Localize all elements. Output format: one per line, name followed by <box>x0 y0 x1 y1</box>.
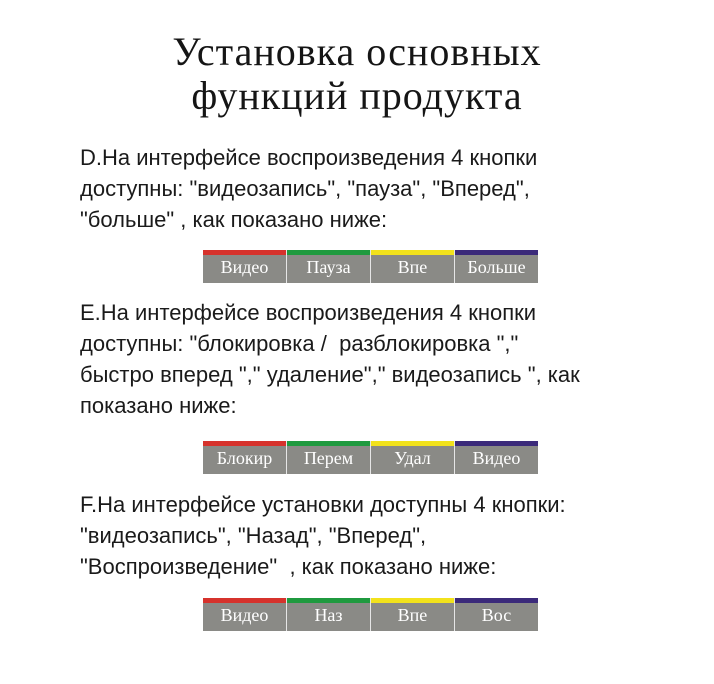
section-d-button-4[interactable] <box>455 250 538 283</box>
button-label: Удал <box>394 448 431 468</box>
section-d-line-3: "больше" , как показано ниже: <box>80 207 388 232</box>
section-f-button-bar <box>203 598 538 631</box>
button-label: Блокир <box>216 448 273 468</box>
red-strip <box>203 441 286 446</box>
section-e-line-2: доступны: "блокировка / разблокировка "," <box>80 331 519 356</box>
section-d-button-bar <box>203 250 538 283</box>
purple-strip <box>455 441 538 446</box>
yellow-strip <box>371 250 454 255</box>
section-e-button-3[interactable] <box>371 441 455 474</box>
green-strip <box>287 598 370 603</box>
section-d-line-1: D.На интерфейсе воспроизведения 4 кнопки <box>80 145 538 170</box>
button-label: Видео <box>220 257 269 277</box>
section-f-button-3[interactable] <box>371 598 455 631</box>
section-d-button-2[interactable] <box>287 250 371 283</box>
section-e <box>80 297 700 421</box>
yellow-strip <box>371 598 454 603</box>
section-e-button-1[interactable] <box>203 441 287 474</box>
button-label: Видео <box>220 605 269 625</box>
section-e-button-4[interactable] <box>455 441 538 474</box>
section-d-button-3[interactable] <box>371 250 455 283</box>
section-f-line-2: "видеозапись", "Назад", "Вперед", <box>80 523 427 548</box>
green-strip <box>287 441 370 446</box>
section-d-button-1[interactable] <box>203 250 287 283</box>
title-line-1: Установка основных <box>172 29 542 74</box>
title-line-2: функций продукта <box>191 73 523 118</box>
red-strip <box>203 598 286 603</box>
section-f <box>80 489 700 582</box>
green-strip <box>287 250 370 255</box>
section-d-line-2: доступны: "видеозапись", "пауза", "Вперед", <box>80 176 530 201</box>
purple-strip <box>455 250 538 255</box>
section-d <box>80 142 700 235</box>
section-f-line-3: "Воспроизведение" , как показано ниже: <box>80 554 497 579</box>
button-label: Впе <box>397 605 428 625</box>
button-label: Перем <box>303 448 354 468</box>
button-label: Наз <box>314 605 343 625</box>
section-e-line-4: показано ниже: <box>80 393 237 418</box>
section-e-line-3: быстро вперед "," удаление"," видеозапись ", как <box>80 362 580 387</box>
purple-strip <box>455 598 538 603</box>
button-label: Впе <box>397 257 428 277</box>
button-label: Пауза <box>306 257 351 277</box>
red-strip <box>203 250 286 255</box>
section-e-line-1: E.На интерфейсе воспроизведения 4 кнопки <box>80 300 537 325</box>
button-label: Вос <box>481 605 512 625</box>
section-e-button-2[interactable] <box>287 441 371 474</box>
section-f-button-1[interactable] <box>203 598 287 631</box>
section-f-button-2[interactable] <box>287 598 371 631</box>
section-e-button-bar <box>203 441 538 474</box>
section-f-button-4[interactable] <box>455 598 538 631</box>
section-f-line-1: F.На интерфейсе установки доступны 4 кнопки: <box>80 492 566 517</box>
button-label: Видео <box>472 448 521 468</box>
yellow-strip <box>371 441 454 446</box>
button-label: Больше <box>467 257 526 277</box>
